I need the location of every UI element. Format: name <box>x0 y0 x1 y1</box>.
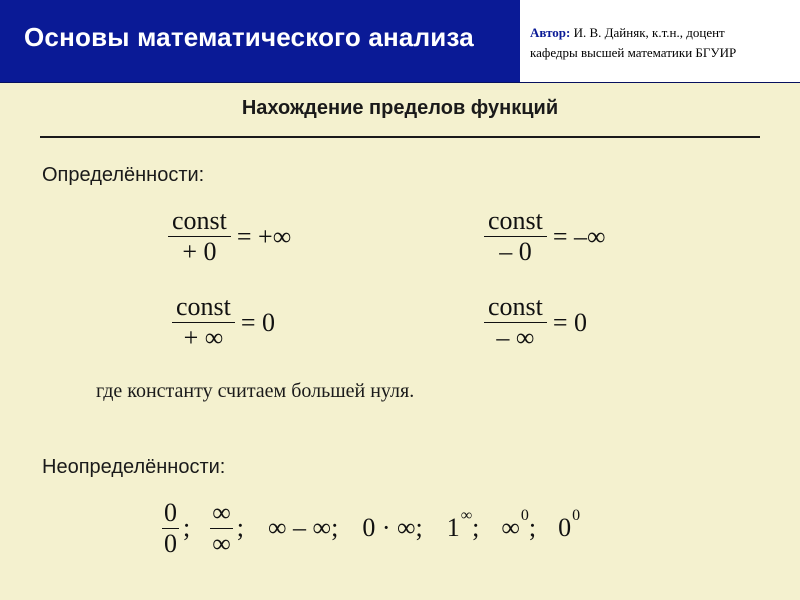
fraction <box>210 498 233 559</box>
denominator: – 0 <box>499 237 532 266</box>
separator: ; <box>472 513 480 542</box>
indeterminate-forms <box>162 493 580 563</box>
constant-note: где константу считаем большей нуля. <box>96 380 415 402</box>
form-zero-to-zero <box>558 507 581 543</box>
denominator: – ∞ <box>496 323 535 352</box>
indeterminate-heading: Неопределённости: <box>42 456 226 478</box>
base: 1 <box>446 513 460 542</box>
denominator: 0 <box>164 528 177 558</box>
fraction <box>172 292 235 353</box>
result: = 0 <box>552 307 588 337</box>
denominator: ∞ <box>212 528 231 558</box>
slide-header <box>0 0 800 83</box>
exponent: 0 <box>572 507 581 524</box>
form-zero-over-zero <box>162 498 190 559</box>
fraction <box>168 206 231 267</box>
fraction <box>162 498 179 559</box>
result: = –∞ <box>552 221 606 251</box>
course-title: Основы математического анализа <box>24 22 474 52</box>
title-divider <box>40 136 760 138</box>
result: = +∞ <box>236 221 292 251</box>
formula-const-minus-infinity <box>484 292 587 353</box>
slide-subtitle: Нахождение пределов функций <box>241 97 559 119</box>
denominator: + 0 <box>182 237 217 266</box>
form-infinity-to-zero <box>501 507 537 543</box>
numerator: const <box>172 206 227 235</box>
determinate-heading: Определённости: <box>42 164 205 186</box>
denominator: + ∞ <box>183 323 224 352</box>
fraction <box>484 292 547 353</box>
result: = 0 <box>240 307 276 337</box>
formula-const-minus-zero <box>484 206 606 267</box>
fraction <box>484 206 547 267</box>
form-one-to-infinity <box>446 507 480 543</box>
form-zero-times-infinity: 0 · ∞; <box>362 513 423 542</box>
author-label: Автор: <box>530 25 571 40</box>
base: ∞ <box>501 513 520 542</box>
formula-const-plus-infinity <box>172 292 275 353</box>
form-infinity-minus-infinity: ∞ – ∞; <box>268 513 339 542</box>
form-infinity-over-infinity <box>210 498 244 559</box>
numerator: const <box>176 292 231 321</box>
formula-const-plus-zero <box>168 206 291 267</box>
separator: ; <box>183 513 191 542</box>
numerator: ∞ <box>212 497 231 527</box>
exponent: 0 <box>520 507 529 524</box>
numerator: const <box>488 206 543 235</box>
author-line-1 <box>530 25 725 41</box>
numerator: const <box>488 292 543 321</box>
separator: ; <box>236 513 245 542</box>
numerator: 0 <box>164 497 177 527</box>
author-department: кафедры высшей математики БГУИР <box>530 45 737 60</box>
author-box <box>520 0 800 82</box>
separator: ; <box>528 513 537 542</box>
author-name: И. В. Дайняк, к.т.н., доцент <box>573 25 725 40</box>
exponent: ∞ <box>460 507 473 524</box>
base: 0 <box>558 513 572 542</box>
